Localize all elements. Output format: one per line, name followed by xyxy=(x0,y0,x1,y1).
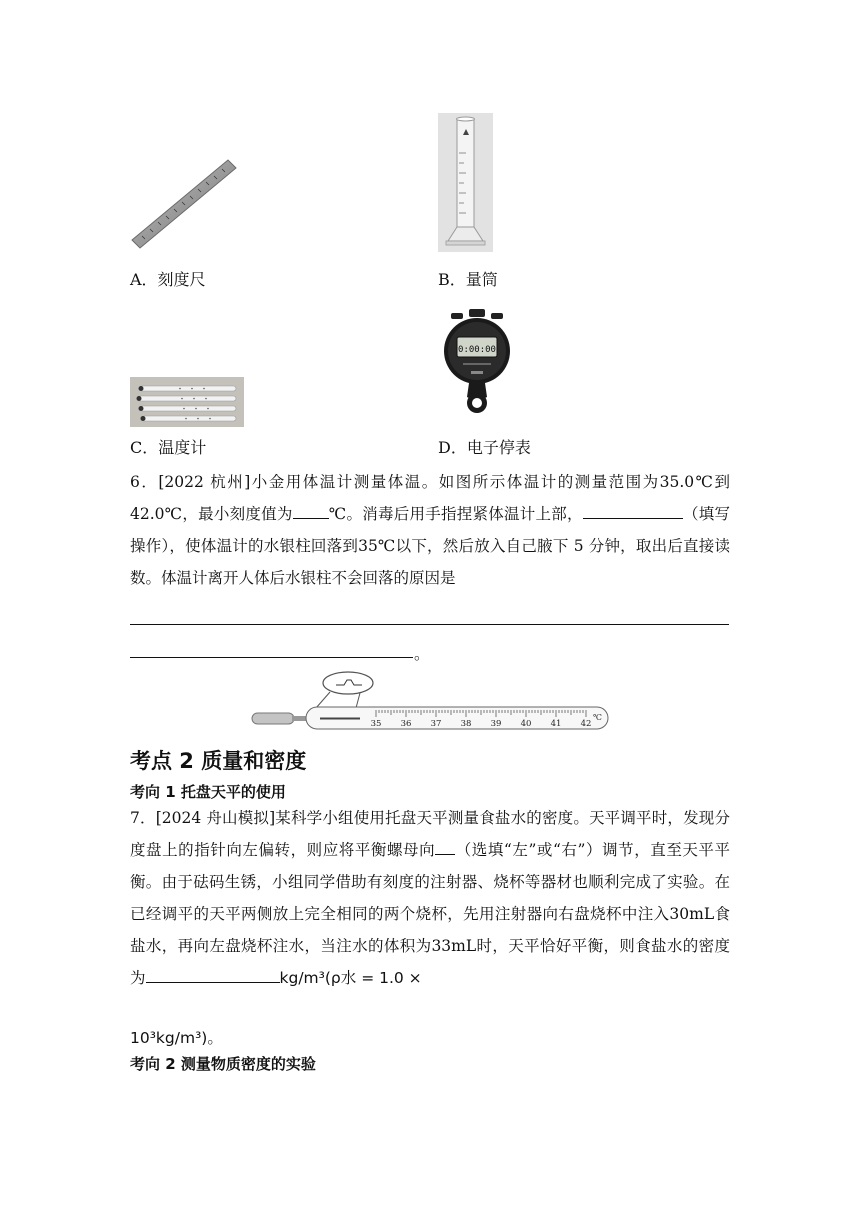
thermometer-image xyxy=(130,377,244,427)
stopwatch-display: 0:00:00 xyxy=(458,345,496,355)
q6-blank-1[interactable] xyxy=(293,502,329,519)
q6-answer-line-1[interactable] xyxy=(130,624,729,625)
thermo-tick-label: 38 xyxy=(460,719,472,729)
thermo-tick-label: 36 xyxy=(400,719,412,729)
clinical-thermometer-figure xyxy=(250,670,612,732)
question-7 xyxy=(130,802,730,994)
q7-formula: (ρ水 = 1.0 × xyxy=(324,969,422,987)
q6-end: 。 xyxy=(414,645,430,663)
q6-text-1: 小金用体温计测量体温。如图所示体温计的测量范围为35.0℃到42.0℃，最小刻度值为 xyxy=(130,473,730,523)
q6-source: 6．[2022 杭州] xyxy=(130,473,251,491)
topic-2-heading: 考点 2 质量和密度 xyxy=(130,749,307,773)
thermo-tick-label: 37 xyxy=(430,719,442,729)
option-b: B．量筒 xyxy=(438,270,498,289)
option-c: C．温度计 xyxy=(130,438,207,457)
thermo-tick-label: 42 xyxy=(580,719,592,729)
q7-text-1: 某科学小组使用托盘天平测量食盐水的密度。天平调平时，发现分度盘上的指针向左偏转，则应将平衡螺母向 xyxy=(130,809,730,859)
option-a: A．刻度尺 xyxy=(130,270,206,289)
stopwatch-image xyxy=(443,307,511,425)
q7-blank-1[interactable] xyxy=(435,838,455,855)
thermo-unit: ℃ xyxy=(593,713,602,722)
thermo-tick-label: 41 xyxy=(550,719,562,729)
direction-2-heading: 考向 2 测量物质密度的实验 xyxy=(130,1055,316,1073)
q6-answer-line-2[interactable] xyxy=(130,657,413,658)
q7-source: 7．[2024 舟山模拟] xyxy=(130,809,276,827)
q6-text-2: ℃。消毒后用手指捏紧体温计上部， xyxy=(328,505,583,523)
thermo-tick-label: 39 xyxy=(490,719,502,729)
q6-blank-2[interactable] xyxy=(583,502,683,519)
q7-text-2: （选填“左”或“右”）调节，直至天平平衡。由于砝码生锈，小组同学借助有刻度的注射器、烧杯等器材也顺利完成了实验。在已经调平的天平两侧放上完全相同的两个烧杯，先用注射器向右盘烧杯中注入30mL食盐水，再向左盘烧杯注水，当注水的体积为33mL时，天平恰好平衡，则食盐水的密度为 xyxy=(130,841,730,987)
q7-formula-continued: 10³kg/m³)。 xyxy=(130,1029,223,1047)
direction-1-heading: 考向 1 托盘天平的使用 xyxy=(130,783,286,801)
measuring-cylinder-image xyxy=(438,113,493,252)
q7-blank-2[interactable] xyxy=(146,966,280,983)
option-d: D．电子停表 xyxy=(438,438,531,457)
thermo-tick-label: 40 xyxy=(520,719,532,729)
q6-text-3: （填写操作），使体温计的水银柱回落到35℃以下，然后放入自己腋下 5 分钟，取出后直接读数。体温计离开人体后水银柱不会回落的原因是 xyxy=(130,505,730,587)
thermo-tick-label: 35 xyxy=(370,719,382,729)
question-6 xyxy=(130,466,730,594)
q7-unit: kg/m³ xyxy=(279,969,325,987)
ruler-image xyxy=(130,156,238,250)
